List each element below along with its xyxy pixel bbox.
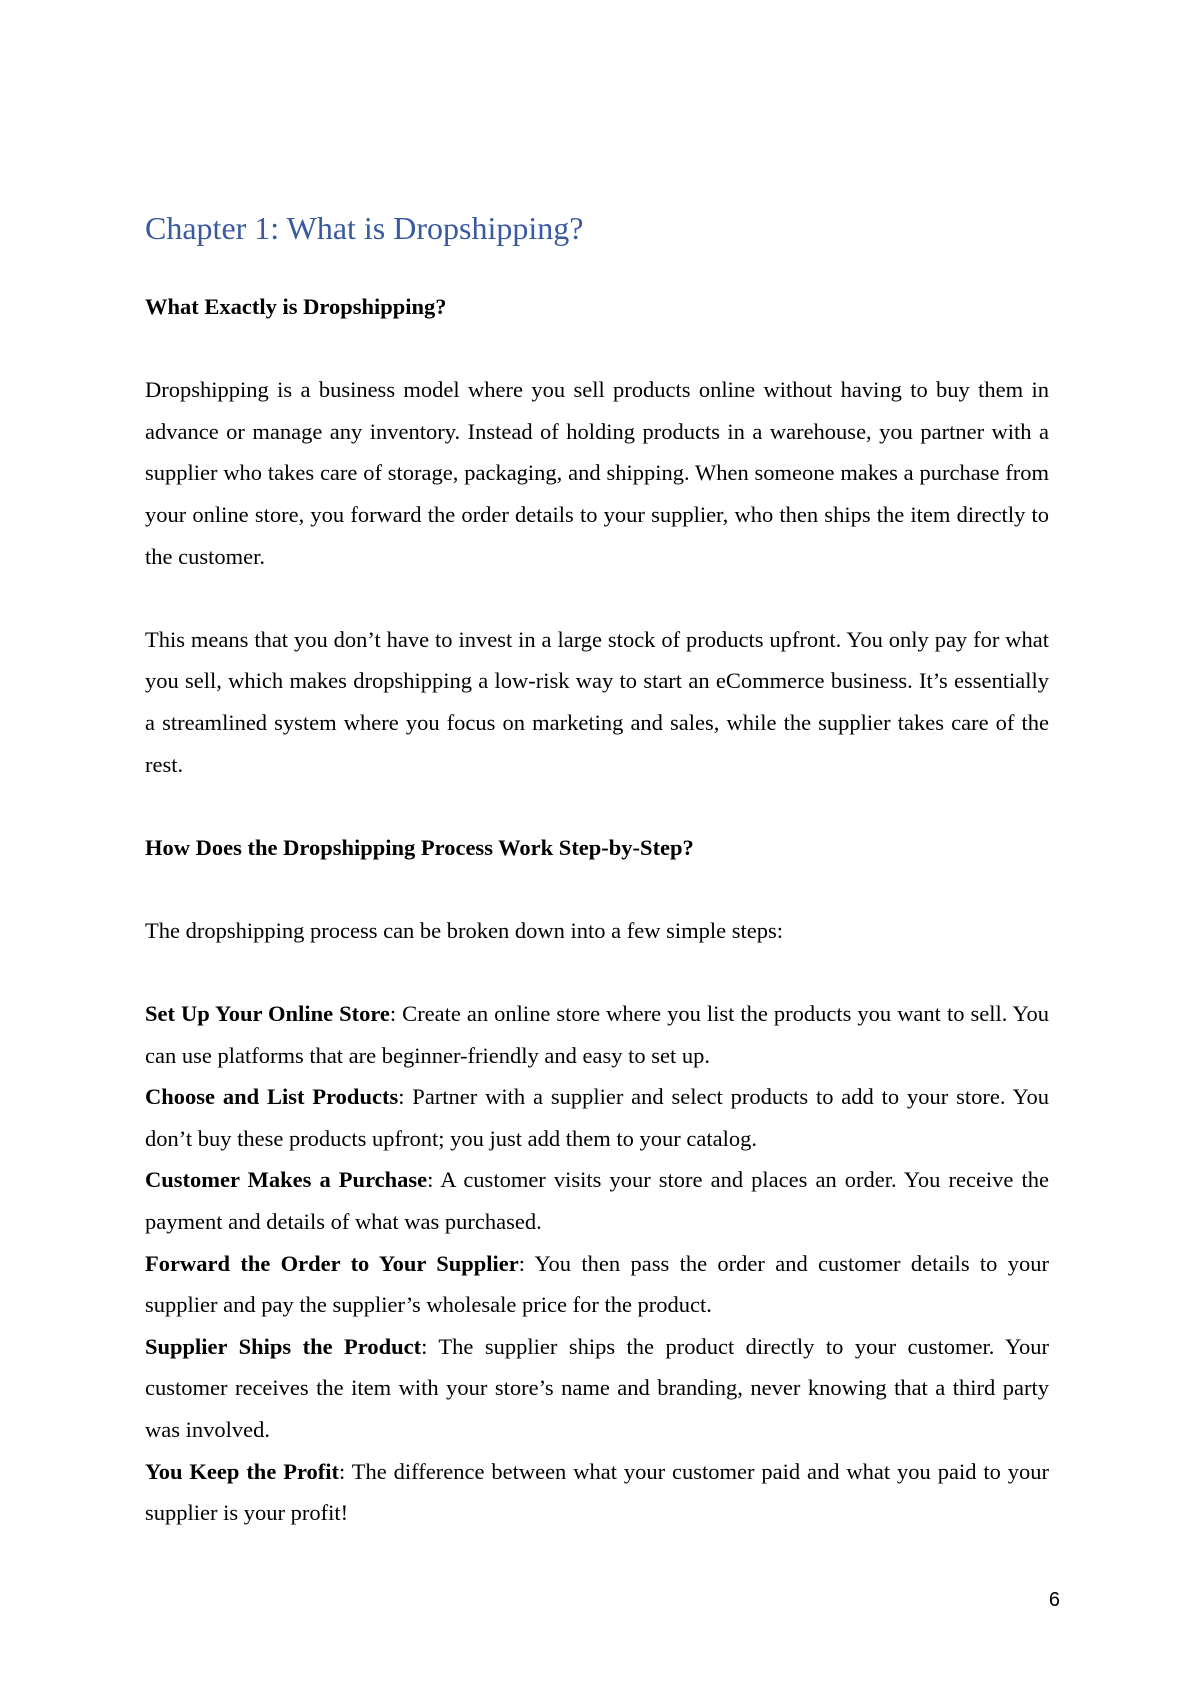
step-item (145, 1326, 1049, 1451)
step-title: Customer Makes a Purchase (145, 1167, 428, 1193)
paragraph-low-risk: This means that you don’t have to invest in a large stock of products upfront. You only pay for what you sell, which makes dropshipping a low-risk way to start an eCommerce business. It’s essentially a streamlined system where you focus on marketing and sales, while the supplier takes care of the rest. (145, 626, 1049, 777)
step-item (145, 993, 1049, 1076)
chapter-title: Chapter 1: What is Dropshipping? (145, 210, 584, 246)
step-item (145, 1451, 1049, 1534)
step-item (145, 1076, 1049, 1159)
page-number: 6 (1048, 1589, 1060, 1611)
step-title: Set Up Your Online Store (145, 1001, 390, 1027)
step-text: : You then pass the order and customer details to your supplier and pay the supplier’s wholesale price for the product. (145, 1250, 1050, 1318)
step-text: : Partner with a supplier and select products to add to your store. You don’t buy these products upfront; you just add them to your catalog. (145, 1084, 1049, 1151)
step-text: : A customer visits your store and places an order. You receive the payment and details of what was purchased. (145, 1167, 1049, 1235)
section-heading-process: How Does the Dropshipping Process Work Step-by-Step? (145, 834, 694, 860)
step-title: You Keep the Profit (145, 1458, 340, 1484)
step-title: Choose and List Products (145, 1084, 399, 1110)
paragraph-process-intro: The dropshipping process can be broken down into a few simple steps: (145, 917, 783, 943)
step-text: : The difference between what your customer paid and what you paid to your supplier is your profit! (145, 1458, 1049, 1526)
step-item (145, 1159, 1049, 1242)
step-title: Forward the Order to Your Supplier (145, 1250, 519, 1276)
step-item (145, 1243, 1049, 1326)
section-heading-what-is-dropshipping: What Exactly is Dropshipping? (145, 294, 447, 319)
paragraph-definition: Dropshipping is a business model where you sell products online without having to buy them in advance or manage any inventory. Instead of holding products in a warehouse, you partner with a supplier who takes care of storage, packaging, and shipping. When someone makes a purchase from your online store, you forward the order details to your supplier, who then ships the item directly to the customer. (145, 377, 1049, 569)
step-title: Supplier Ships the Product (145, 1333, 422, 1359)
step-text: : The supplier ships the product directly to your customer. Your customer receives the item with your store’s name and branding, never knowing that a third party was involved. (145, 1333, 1049, 1443)
step-text: : Create an online store where you list the products you want to sell. You can use platforms that are beginner-friendly and easy to set up. (145, 1001, 1049, 1068)
page-content (145, 286, 1049, 1534)
